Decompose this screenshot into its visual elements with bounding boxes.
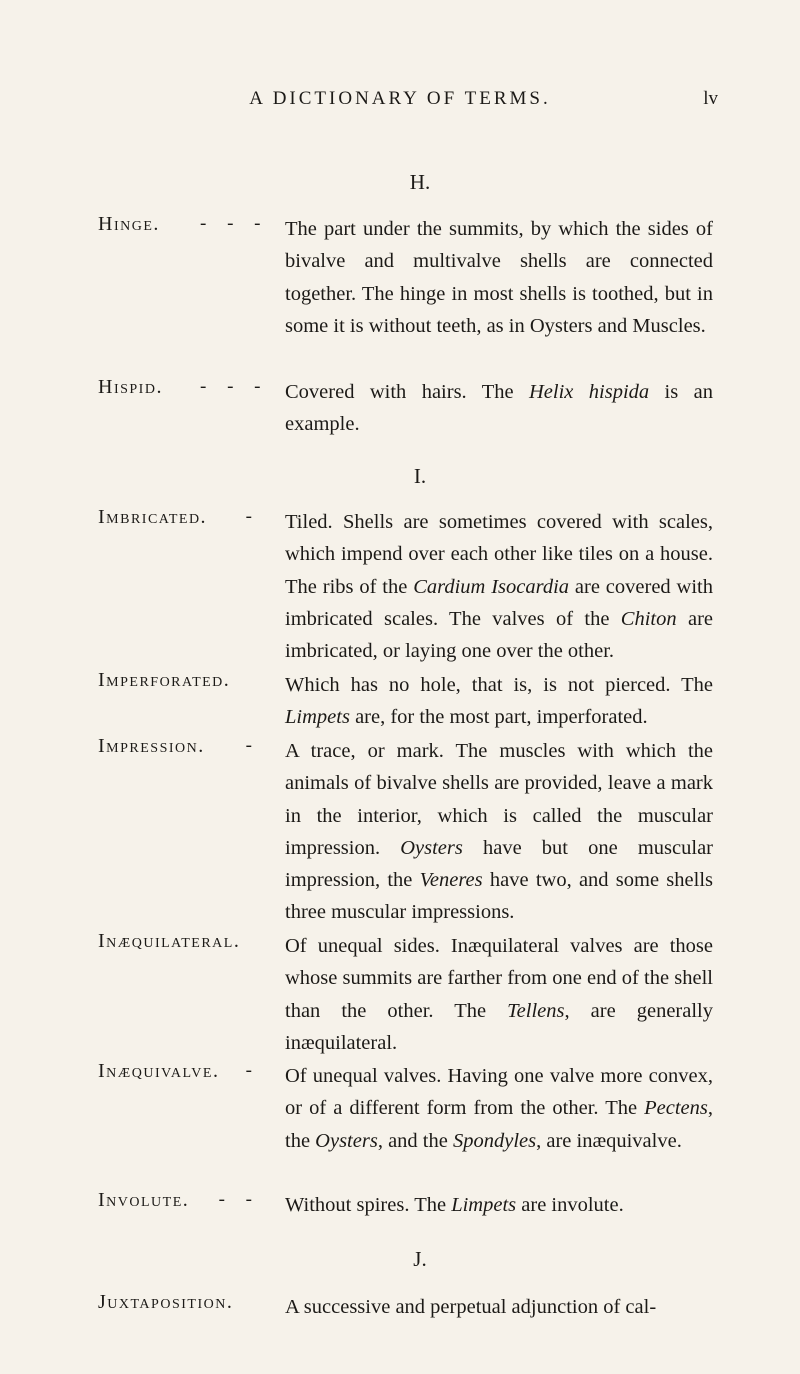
entry-definition: A trace, or mark. The muscles with which the animals of bivalve shells are provided, leave a mark in the interior, which is called the muscular impression. Oysters have but one muscular impression, the Veneres have two, and some shells three muscular impressions. — [285, 740, 714, 924]
entry-term: Imbricated. — [98, 506, 208, 528]
entry-term: Imperforated. — [98, 669, 231, 691]
section-letter-h: H. — [409, 170, 431, 194]
entry-dash: - - — [218, 1189, 260, 1210]
entry-dash: - — [245, 735, 260, 756]
entry-definition: Of unequal valves. Having one valve more convex, or of a different form from the other. The Pectens, the Oysters, and the Spondyles, are inæquivalve. — [285, 1065, 713, 1152]
entry-definition: Without spires. The Limpets are involute. — [285, 1194, 624, 1216]
entry-term: Hispid. — [98, 376, 163, 398]
entry-dash: - - - — [200, 213, 269, 234]
entry-dash: - - - — [200, 376, 269, 397]
entry-definition: Which has no hole, that is, is not pierced. The Limpets are, for the most part, imperforated. — [285, 674, 713, 729]
entry-term: Impression. — [98, 735, 205, 757]
entry-dash: - — [245, 506, 260, 527]
entry-term: Inæquivalve. — [98, 1060, 220, 1082]
entry-term: Involute. — [98, 1189, 190, 1211]
section-letter-j: J. — [413, 1247, 427, 1271]
running-head — [0, 88, 800, 116]
entry-definition: Tiled. Shells are sometimes covered with scales, which impend over each other like tiles on a house. The ribs of the Cardium Isocardia are covered with imbricated scales. The valves of the Chiton are imbricated, or laying one over the other. — [285, 511, 713, 663]
entry-term: Hinge. — [98, 213, 160, 235]
section-letter-i: I. — [413, 464, 427, 488]
entry-term: Inæquilateral. — [98, 930, 241, 952]
entry-definition: The part under the summits, by which the sides of bivalve and multivalve shells are connected together. The hinge in most shells is toothed, but in some it is without teeth, as in Oysters and Muscles. — [285, 218, 713, 337]
entry-dash: - — [245, 1060, 260, 1081]
entry-term: Juxtaposition. — [98, 1291, 234, 1313]
running-title: A DICTIONARY OF TERMS. — [249, 88, 551, 109]
page-number: lv — [703, 88, 718, 109]
entry-definition: A successive and perpetual adjunction of cal- — [285, 1296, 657, 1318]
entry-definition: Of unequal sides. Inæquilateral valves are those whose summits are farther from one end of the shell than the other. The Tellens, are generally inæquilateral. — [285, 935, 713, 1054]
entry-definition: Covered with hairs. The Helix hispida is an example. — [285, 381, 713, 436]
